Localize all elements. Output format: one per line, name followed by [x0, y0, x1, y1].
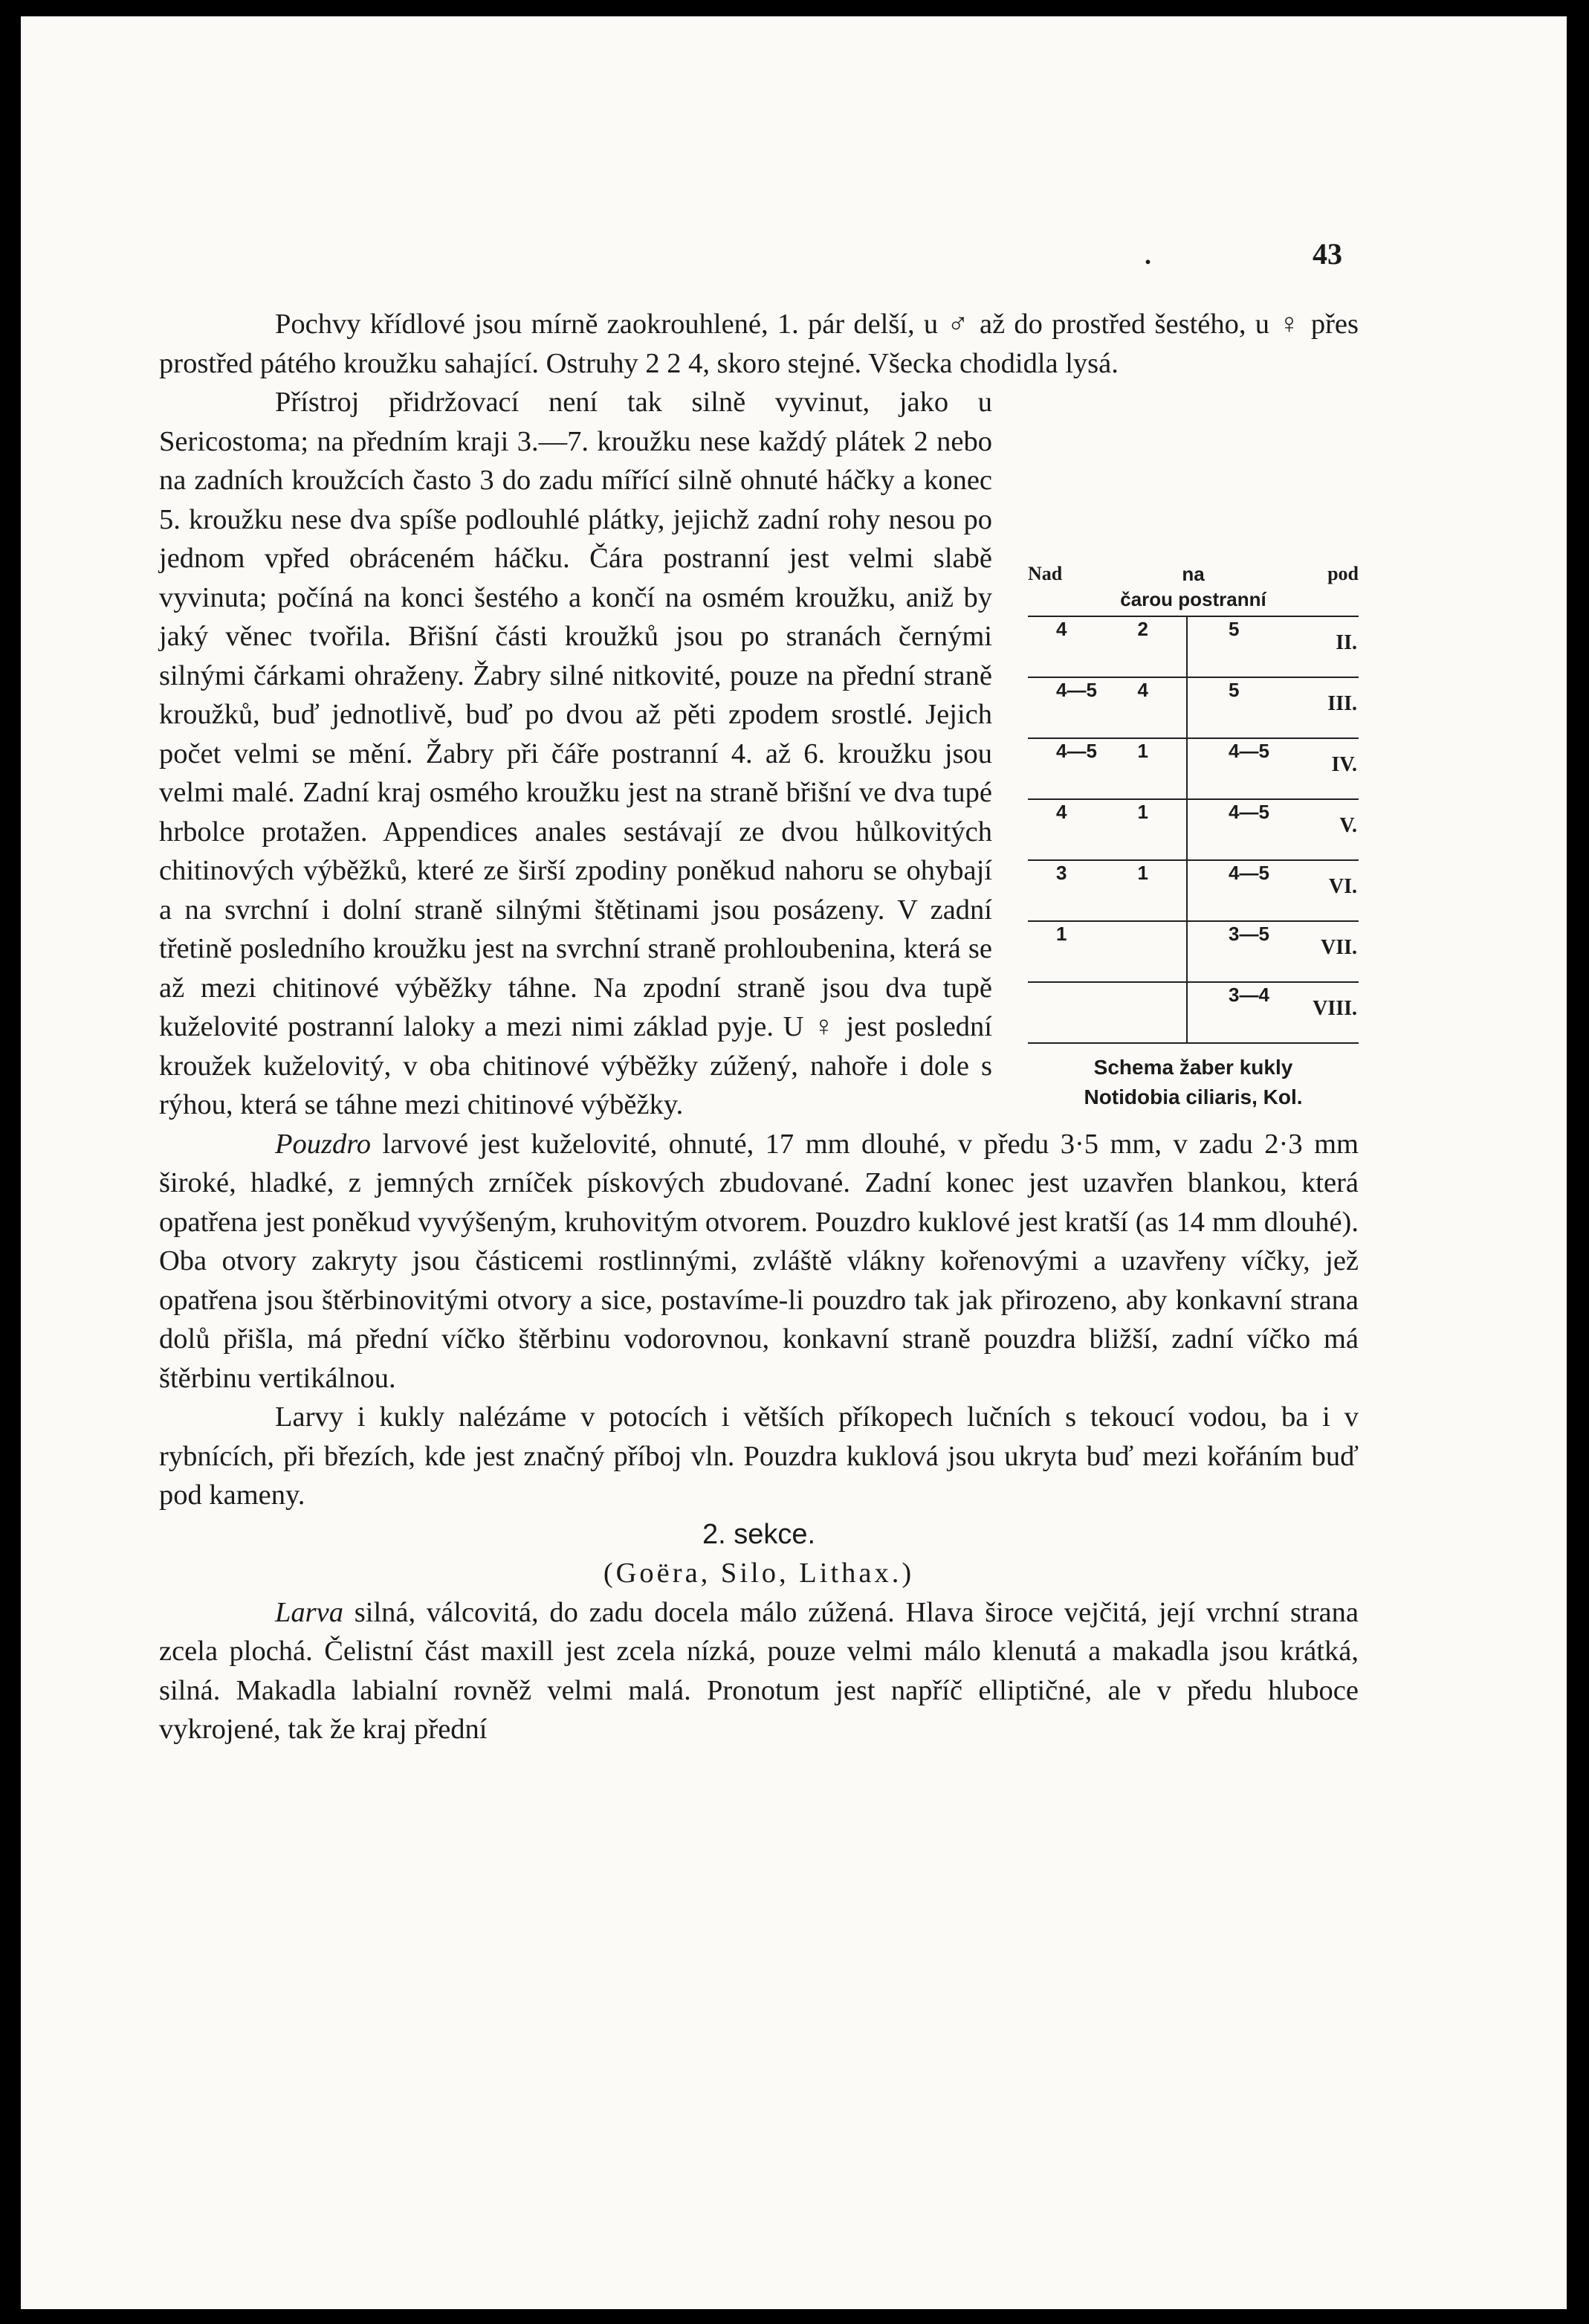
gill-above: 3 — [1056, 862, 1067, 884]
term-pouzdro: Pouzdro — [275, 1128, 372, 1160]
page-number: 43 — [1313, 237, 1342, 271]
section-genera: (Goëra, Silo, Lithax.) — [603, 1558, 915, 1589]
section-heading: 2. sekce. — [702, 1518, 816, 1550]
gill-above: 4—5 — [1056, 740, 1097, 762]
gill-above: 1 — [1056, 923, 1067, 945]
gill-on: 4 — [1137, 679, 1148, 701]
segment-numeral: III. — [1327, 692, 1357, 715]
gill-on: 1 — [1137, 740, 1148, 762]
paragraph-larvy: Larvy i kukly nalézáme v potocích i větších příkopech lučních s tekoucí vodou, ba i v rybnících, při březích, kde jest značný příboj vln. Pouzdra kuklová jsou ukryta buď mezi kořáním buď pod kameny. — [159, 1401, 1359, 1511]
page — [21, 16, 1567, 2309]
gill-below: 4—5 — [1229, 862, 1269, 884]
gill-on: 1 — [1137, 801, 1148, 823]
gill-below: 4—5 — [1229, 740, 1269, 762]
gill-row — [1028, 677, 1359, 737]
segment-numeral: IV. — [1331, 753, 1357, 776]
gill-row — [1028, 798, 1359, 859]
gill-above: 4 — [1056, 618, 1067, 640]
term-larva: Larva — [275, 1596, 343, 1628]
header-above: Nad — [1028, 563, 1063, 584]
gill-below: 3—4 — [1229, 984, 1269, 1006]
body-text — [159, 305, 1359, 1749]
gill-below: 5 — [1229, 679, 1240, 701]
gill-row — [1028, 859, 1359, 920]
segment-numeral: VI. — [1328, 875, 1357, 898]
gill-row — [1028, 737, 1359, 798]
gill-row — [1028, 616, 1359, 677]
header-below: pod — [1327, 563, 1359, 584]
gill-above: 4 — [1056, 801, 1067, 823]
paragraph-pouzdro: Pouzdro larvové jest kuželovité, ohnuté, 17 mm dlouhé, v předu 3·5 mm, v zadu 2·3 mm široké, hladké, z jemných zrníček pískových zbudované. Zadní konec jest uzavřen blankou, která opatřena jest poněkud vyvýšeným, kruhovitým otvorem. Pouzdro kuklové jest kratší (as 14 mm dlouhé). Oba otvory zakryty jsou částicemi rostlinnými, zvláště vlákny kořenovými a uzavřeny víčky, jež opatřena jsou štěrbinovitými otvory a sice, postavíme-li pouzdro tak jak přirozeno, aby konkavní strana dolů přišla, má přední víčko štěrbinu vodorovnou, konkavní straně pouzdra bližší, zadní víčko má štěrbinu vertikálnou. — [159, 1128, 1359, 1394]
gill-schema-table — [1028, 564, 1359, 1112]
paragraph-pristroj: Přístroj přidržovací není tak silně vyvinut, jako u Sericostoma; na předním kraji 3.—7. kroužku nese každý plátek 2 nebo na zadních kroužcích často 3 do zadu mířící silně ohnuté háčky a konec 5. kroužku nese dva spíše podlouhlé plátky, jejichž zadní rohy nesou po jednom vpřed obráceném háčku. Čára postranní jest velmi slabě vyvinuta; počíná na konci šestého a končí na osmém kroužku, aniž by jaký věnec tvořila. Břišní části kroužků jsou po stranách černými silnými čárkami ohraženy. Žabry silné nitkovité, pouze na přední straně kroužků, buď jednotlivě, buď po dvou až pěti zpodem srostlé. Jejich počet velmi se mění. Žabry při čáře postranní 4. až 6. kroužku jsou velmi malé. Zadní kraj osmého kroužku jest na straně břišní ve dva tupé hrbolce protažen. Appendices anales sestávají ze dvou hůlkovitých chitinových výběžků, které ze širší zpodiny poněkud nahoru se ohybají a na svrchní i dolní straně silnými štětinami jsou posázeny. V zadní třetině posledního kroužku jest na svrchní straně prohloubenina, která se až mezi chitinové výběžky táhne. Na zpodní straně jsou dva tupě kuželovité postranní laloky a mezi nimi základ pyje. U ♀ jest poslední kroužek kuželovitý, v oba chitinové výběžky zúžený, nahoře i dole s rýhou, která se táhne mezi chitinové výběžky. — [159, 387, 992, 1120]
gill-on: 2 — [1137, 618, 1148, 640]
stray-dot: . — [1145, 240, 1151, 270]
gill-below: 5 — [1229, 618, 1240, 640]
segment-numeral: V. — [1339, 814, 1357, 837]
gill-above: 4—5 — [1056, 679, 1097, 701]
paragraph-pochvy: Pochvy křídlové jsou mírně zaokrouhlené, 1. pár delší, u ♂ až do prostřed šestého, u ♀ přes prostřed pátého kroužku sahající. Ostruhy 2 2 4, skoro stejné. Všecka chodidla lysá. — [159, 309, 1359, 379]
gill-below: 3—5 — [1229, 923, 1269, 945]
caption-species: Notidobia ciliaris, Kol. — [1084, 1085, 1303, 1108]
header-lateral-line: čarou postranní — [1120, 588, 1266, 610]
gill-row — [1028, 920, 1359, 981]
segment-numeral: II. — [1336, 631, 1357, 654]
gill-table-header — [1028, 564, 1359, 616]
paragraph-larva: Larva silná, válcovitá, do zadu docela málo zúžená. Hlava široce vejčitá, její vrchní strana zcela plochá. Čelistní část maxill jest zcela nízká, pouze velmi málo klenutá a makadla jsou krátká, silná. Makadla labialní rovněž velmi malá. Pronotum jest napříč elliptičné, ale v předu hluboce vykrojené, tak že kraj přední — [159, 1596, 1359, 1745]
segment-numeral: VIII. — [1313, 997, 1357, 1020]
gill-row — [1028, 981, 1359, 1042]
gill-table-caption — [1028, 1042, 1359, 1112]
gill-below: 4—5 — [1229, 801, 1269, 823]
caption-title: Schema žaber kukly — [1093, 1056, 1293, 1079]
header-on: na — [1182, 563, 1205, 585]
segment-numeral: VII. — [1320, 936, 1357, 959]
gill-on: 1 — [1137, 862, 1148, 884]
